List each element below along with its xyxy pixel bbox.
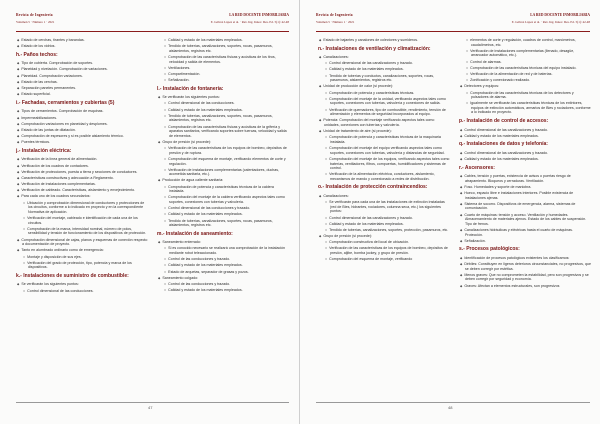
right-page bbox=[300, 0, 600, 424]
sub-bullet-item: ○ Comprobación del montaje de los equipos, verificando aspectos tales como baterías, ventiladores, filtros, compuertas, humidificadores y sistemas de control. bbox=[318, 157, 450, 171]
bullet-item: ◆ Tipo de cubierta. Comprobación de soportes. bbox=[16, 61, 148, 66]
sub-bullet-item: ○ Comprobación de las características físicas y acústicas de los tiros, velocidad y salida de elementos. bbox=[157, 55, 289, 64]
bullet-item: ◆ Estado superficial. bbox=[16, 92, 148, 97]
bullet-item: ◆ Verificación de la línea general de alimentación. bbox=[16, 157, 148, 162]
sub-bullet-item: ○ Verificación de las características de los equipos de bombeo, depósitos de presión y de ruptura. bbox=[157, 146, 289, 155]
sub-bullet-item: ○ Control dimensional de las canalizaciones y trazado. bbox=[318, 216, 450, 221]
bullet-item: ◆ Canalizaciones hidráulicas y eléctricas hasta el cuarto de máquinas. Protección. bbox=[459, 228, 591, 237]
bullet-item: ◆ Unidad de tratamiento de aire (si procede): bbox=[318, 129, 450, 134]
left-column-2 bbox=[157, 38, 289, 294]
header-authors: E. Gálvez López et al. · Rev. Ing. Innov. Des. Ed. 5(1): 42-48 bbox=[210, 20, 289, 24]
sub-bullet-item: ○ Igualmente se verificarán las características técnicas de los extintores, equipos de extinción automáticos, armarios de Bies y rociadores, conforme a lo indicado en proyecto. bbox=[459, 101, 591, 115]
bullet-item: ◆ Cables, tensión y puertas, existencia de avisos o puertas riesgo de atrapamiento. Bloqueos y cerraduras. Ventilación. bbox=[459, 174, 591, 183]
sub-bullet-item: ○ Verificación de quemadores, tipo de combustible, rendimiento, tensión de alimentación y elementos de seguridad incorporados al equipo. bbox=[318, 108, 450, 117]
sub-bullet-item: ○ Comprobación de las características técnicas del equipo instalado. bbox=[459, 66, 591, 71]
sub-bullet-item: ○ Verificación de instalaciones complementarias (llenado, desagüe, arrancador automático, etc.). bbox=[459, 49, 591, 58]
page-number: 47 bbox=[148, 405, 153, 410]
header-journal-title: Revista de Ingeniería bbox=[316, 13, 353, 17]
sub-bullet-item: ○ Compartimentación. bbox=[157, 72, 289, 77]
sub-bullet-item: ○ Comprobación de las características físicas y acústicas de la grifería y aparatos sanitarios, verificando soportes sobre tuercas, velocidad y salida de elementos. bbox=[157, 125, 289, 139]
sub-bullet-item: ○ Comprobación del montaje de la unidad, verificando aspectos tales como soportes, conexiones con tuberías, valvulería y conexiones de salida. bbox=[318, 97, 450, 106]
sub-bullet-item: ○ Comprobación de potencia y características técnicas de la caldera instalada. bbox=[157, 185, 289, 194]
sub-bullet-item: ○ Verificación de instalaciones complementarias (calentadores, duchas, acometida sanitaria, etc.). bbox=[157, 168, 289, 177]
bullet-item: ◆ Separación paneles permanentes. bbox=[16, 86, 148, 91]
bullet-item: ◆ Potencia: Comprobación del montaje verificando aspectos tales como unidades, conexiones con tuberías y valvulería. bbox=[318, 118, 450, 127]
sub-bullet-item: ○ Comprobación del montaje del equipo verificando aspectos tales como soportes, conexiones con tuberías, valvulería y distancias de seguridad. bbox=[318, 146, 450, 155]
sub-bullet-item: ○ Estado de arquetas, separador de grasas y pozos. bbox=[157, 270, 289, 275]
section-heading: i.- Fachadas, cerramientos y cubiertas (5) bbox=[16, 99, 115, 106]
bullet-item: ◆ Verificación de protecciones, puesta a tierra y secciones de conductores. bbox=[16, 170, 148, 175]
bullet-item: ◆ Calidad y estado de los materiales empleados. bbox=[459, 157, 591, 162]
sub-bullet-item: ○ Comprobación de potencia y características técnicas de la maquinaria instalada. bbox=[318, 135, 450, 144]
left-column-1 bbox=[16, 38, 148, 295]
sub-bullet-item: ○ Verificación de la alimentación de red y de baterías. bbox=[459, 72, 591, 77]
bullet-item: ◆ Se verificarán los siguientes puntos: bbox=[16, 282, 148, 287]
sub-bullet-item: ○ Calidad y estado de los materiales empleados. bbox=[157, 288, 289, 293]
bullet-item: ◆ Verificación de cableado. Características, aislamiento y envejecimiento. bbox=[16, 188, 148, 193]
sub-bullet-item: ○ Comprobación de potencia y características técnicas. bbox=[318, 91, 450, 96]
bullet-item: ◆ Producción de agua caliente sanitaria: bbox=[157, 178, 289, 183]
bullet-item: ◆ Control dimensional de las canalizaciones y trazado. bbox=[459, 128, 591, 133]
bullet-item: ◆ Cuarto de máquinas: tensión y acceso. Ventilación y humedades. Almacenamiento de materiales ajenos. Estado de los cables de suspensión. Tipo de frenos. bbox=[459, 213, 591, 227]
section-heading: m.- Instalación de saneamiento: bbox=[157, 230, 233, 237]
bullet-item: ◆ Saneamiento enterrado: bbox=[157, 240, 289, 245]
bullet-item: ◆ Impermeabilizaciones. bbox=[16, 116, 148, 121]
bullet-item: ◆ Detectores y equipos: bbox=[459, 84, 591, 89]
sub-bullet-item: ○ Calidad y estado de los materiales empleados. bbox=[157, 38, 289, 43]
bullet-item: ◆ Para cada uno de los cuadros secundarios: bbox=[16, 194, 148, 199]
section-heading: o.- Instalación de protección contraincendios: bbox=[318, 184, 428, 191]
sub-bullet-item: ○ Tendido de tuberías, canalizaciones, soportes, rocas, pasamuros, aislamientos, registros etc. bbox=[157, 114, 289, 123]
sub-bullet-item: ○ Control dimensional de las canalizaciones y trazado. bbox=[318, 61, 450, 66]
right-column-1 bbox=[318, 38, 450, 263]
sub-bullet-item: ○ Ubicación y comprobación dimensional de conductores y protecciones de los circuitos, conforme a lo indicado en proyecto y en la correspondiente Normativa de aplicación. bbox=[16, 201, 148, 215]
page-header bbox=[316, 13, 590, 32]
bullet-item: ◆ Tanto en alumbrado ordinario como de emergencia: bbox=[16, 248, 148, 253]
bullet-item: ◆ Identificación de procesos patológicos existentes los clasificamos: bbox=[459, 256, 591, 261]
header-article-title: LA RED DOCENTE INMOBILIARIA bbox=[530, 13, 590, 17]
section-heading: q.- Instalaciones de datos y telefonía: bbox=[459, 141, 548, 148]
sub-bullet-item: ○ Control de las conducciones y trazado. bbox=[157, 282, 289, 287]
right-column-2 bbox=[459, 38, 591, 290]
bullet-item: ◆ Comprobación dimensional de cajas, planos y esquemas de conexión respecto a documentación de proyecto. bbox=[16, 238, 148, 247]
section-heading: p.- Instalación de control de accesos: bbox=[459, 118, 549, 125]
sub-bullet-item: ○ Verificación de la alimentación eléctrica, conductores, aislamiento, mecanismos de mando y conexionado a redes de distribución. bbox=[318, 172, 450, 181]
sub-bullet-item: ○ Si es conocido necesario se realizará una comprobación de la instalación mediante robot teleaccionado. bbox=[157, 246, 289, 255]
sub-bullet-item: ○ Tendido de tuberías, canalizaciones, soportes, rocas, pasamuros, aislamientos, registros etc. bbox=[157, 219, 289, 228]
bullet-item: ◆ Verificación de los cuadros de contadores. bbox=[16, 164, 148, 169]
bullet-item: ◆ Características constructivas y adecuación a Reglamento. bbox=[16, 176, 148, 181]
header-authors: E. Gálvez López et al. · Rev. Ing. Innov. Des. Ed. 5(1): 42-48 bbox=[511, 20, 590, 24]
footer-rule bbox=[316, 402, 590, 403]
sub-bullet-item: ○ Comprobación del esquema de montaje, verificando elementos de corte y regulación. bbox=[157, 157, 289, 166]
page-header bbox=[16, 13, 289, 32]
sub-bullet-item: ○ Calidad y estado de los materiales empleados. bbox=[157, 263, 289, 268]
sub-bullet-item: ○ Calidad y estado de los materiales empleados. bbox=[318, 67, 450, 72]
sub-bullet-item: ○ Comprobación de la marca, intensidad nominal, número de polos, sensibilidad y tensión de funcionamiento de los dispositivos de protección. bbox=[16, 227, 148, 236]
sub-bullet-item: ○ Comprobación del esquema de montaje, verificando bbox=[318, 257, 450, 262]
sub-bullet-item: ○ Control dimensional de las conducciones. bbox=[16, 289, 148, 294]
bullet-item: ◆ Menos graves: Que no comprometen la estabilidad, pero son progresivos y se deben corregir por seguridad y economía. bbox=[459, 273, 591, 282]
sub-bullet-item: ○ Control de las conducciones y trazado. bbox=[157, 257, 289, 262]
sub-bullet-item: ○ Comprobación del montaje de la caldera verificando aspectos tales como soportes, conexiones con tuberías y valvulería. bbox=[157, 195, 289, 204]
bullet-item: ◆ Calidad y estado de los materiales empleados. bbox=[459, 134, 591, 139]
bullet-item: ◆ Foso. Humedades y soporte de maniobra. bbox=[459, 185, 591, 190]
sub-bullet-item: ○ Verificación de las características de los equipos de bombeo, depósitos de presión, aljibe, bomba jockey, y grupo de presión. bbox=[318, 246, 450, 255]
header-volume: Volumen 5 · Número 1 · 2021 bbox=[16, 20, 55, 24]
bullet-item: ◆ Débiles: Constituyen en ligeros deterioros circunstanciales, no progresivos, que se deben corregir por estética. bbox=[459, 262, 591, 271]
bullet-item: ◆ Estado de los vidrios. bbox=[16, 44, 148, 49]
sub-bullet-item: ○ Verificación del montaje, cableado e identificación de cada una de los circuitos. bbox=[16, 216, 148, 225]
sub-bullet-item: ○ Tendido de tuberías, canalizaciones, soportes, protección, pasamuros, etc. bbox=[318, 228, 450, 233]
sub-bullet-item: ○ Se verificarán para cada una de las instalaciones de extinción instaladas (red de Bies, hidrantes, rociadores, columna seca, etc.) los siguientes puntos: bbox=[318, 200, 450, 214]
sub-bullet-item: ○ Comprobación constructiva del local de ubicación. bbox=[318, 240, 450, 245]
sub-bullet-item: ○ Verificación del grado de protección, tipo, potencia y marca de los dispositivos. bbox=[16, 261, 148, 270]
bullet-item: ◆ Planeidad. Comprobación variaciones. bbox=[16, 74, 148, 79]
header-volume: Volumen 5 · Número 1 · 2021 bbox=[316, 20, 355, 24]
section-heading: n.- Instalaciones de ventilación y climatización: bbox=[318, 45, 431, 52]
bullet-item: ◆ Comprobación variaciones en planeidad y desplomes. bbox=[16, 122, 148, 127]
sub-bullet-item: ○ Calidad y estado de los materiales empleados. bbox=[318, 222, 450, 227]
page-number: 48 bbox=[448, 405, 453, 410]
sub-bullet-item: ○ Calidad y estado de los materiales empleados. bbox=[157, 212, 289, 217]
bullet-item: ◆ Se verificarán los siguientes puntos: bbox=[157, 95, 289, 100]
bullet-item: ◆ Estado de cerchas, tirantes y barandas. bbox=[16, 38, 148, 43]
sub-bullet-item: ○ Comprobación de las características técnicas de los detectores y pulsadores de alarma. bbox=[459, 91, 591, 100]
sub-bullet-item: ○ Control de alarmas. bbox=[459, 60, 591, 65]
bullet-item: ◆ Estado de las cerchas. bbox=[16, 80, 148, 85]
bullet-item: ◆ Puentes térmicos. bbox=[16, 140, 148, 145]
sub-bullet-item: ○ Tendido de tuberías y conductos, canalizaciones, soportes, rocas, pasamuros, aislamientos, registros etc. bbox=[318, 74, 450, 83]
section-heading: k.- Instalaciones de suministro de combustible: bbox=[16, 272, 129, 279]
bullet-item: ◆ Grupo de presión (si procede): bbox=[318, 234, 450, 239]
header-article-title: LA RED DOCENTE INMOBILIARIA bbox=[229, 13, 289, 17]
bullet-item: ◆ Estado de bajantes y canalones de colectores y sumideros. bbox=[318, 38, 450, 43]
sub-bullet-item: ○ Control dimensional de las conducciones. bbox=[157, 101, 289, 106]
sub-bullet-item: ○ Zonificación y conexionado realizado. bbox=[459, 78, 591, 83]
sub-bullet-item: ○ Control dimensional de las conducciones y trazado. bbox=[157, 206, 289, 211]
bullet-item: ◆ Canalizaciones: bbox=[318, 55, 450, 60]
bullet-item: ◆ Graves: Afectan a elementos estructurales, son progresivos bbox=[459, 284, 591, 289]
sub-bullet-item: ○ Señalización. bbox=[157, 78, 289, 83]
bullet-item: ◆ Hueco, espacio libre e instalaciones interiores. Posible existencia de instalaciones ajenas. bbox=[459, 191, 591, 200]
sub-bullet-item: ○ Tendido de tuberías, canalizaciones, soportes, rocas, pasamuros, aislamientos, registros etc. bbox=[157, 44, 289, 53]
bullet-item: ◆ Tipos de cerramientos. Comprobación de esquinas. bbox=[16, 109, 148, 114]
bullet-item: ◆ Canalizaciones: bbox=[318, 194, 450, 199]
section-heading: j.- Instalación eléctrica: bbox=[16, 147, 72, 154]
bullet-item: ◆ Saneamiento colgado: bbox=[157, 276, 289, 281]
bullet-item: ◆ Estado de las juntas de dilatación. bbox=[16, 128, 148, 133]
bullet-item: ◆ Comprobación de espesores y si es posible aislamiento térmico. bbox=[16, 134, 148, 139]
bullet-item: ◆ Grupo de presión (si procede): bbox=[157, 140, 289, 145]
section-heading: r.- Ascensores: bbox=[459, 164, 495, 171]
bullet-item: ◆ Verificación de instalaciones complementarias. bbox=[16, 182, 148, 187]
section-heading: s.- Procesos patológicos: bbox=[459, 246, 520, 253]
bullet-item: ◆ Unidad de producción de calor (si procede): bbox=[318, 84, 450, 89]
bullet-item: ◆ Señalización. bbox=[459, 239, 591, 244]
bullet-item: ◆ Control dimensional de las canalizaciones y trazado. bbox=[459, 151, 591, 156]
section-heading: l.- Instalación de fontanería: bbox=[157, 85, 224, 92]
sub-bullet-item: ○ Ventilaciones. bbox=[157, 66, 289, 71]
sub-bullet-item: ○ Montaje y disposición de sus ejes. bbox=[16, 255, 148, 260]
bullet-item: ◆ Planeidad y nivelación. Comprobación de variaciones. bbox=[16, 67, 148, 72]
header-journal-title: Revista de Ingeniería bbox=[16, 13, 53, 17]
bullet-item: ◆ Sistema de socorro. Dispositivos de emergencia, alarma, sistemas de comunicación. bbox=[459, 202, 591, 211]
sub-bullet-item: ○ Calidad y estado de los materiales empleados. bbox=[157, 108, 289, 113]
section-heading: h.- Paños techos: bbox=[16, 51, 58, 58]
sub-bullet-item: ○ elementos de corte y regulación, cuadros de control, manómetros, caudalímetros, etc. bbox=[459, 38, 591, 47]
footer-rule bbox=[16, 402, 289, 403]
